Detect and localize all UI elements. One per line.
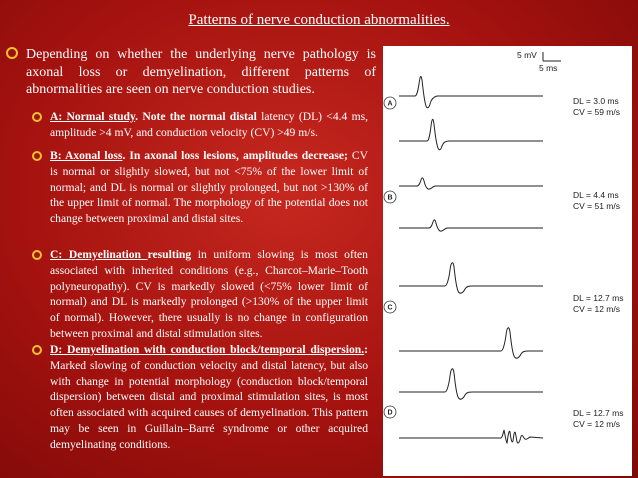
- scale-bar: [517, 50, 561, 73]
- item-bold-text: resulting: [147, 248, 192, 261]
- waveform-diagram: [383, 46, 632, 476]
- slide-title: Patterns of nerve conduction abnormalities.: [188, 12, 450, 28]
- nerve-conduction-figure: [383, 46, 632, 476]
- item-label: B: Axonal loss: [50, 149, 123, 162]
- panel-b-dl: DL = 4.4 ms: [573, 190, 619, 200]
- item-text: latency (DL) <4.4 ms, amplitude >4 mV, and conduction velocity (CV) >49 m/s.: [50, 110, 368, 139]
- panel-c: [384, 263, 623, 358]
- panel-c-letter: C: [387, 304, 393, 312]
- scale-mv-label: 5 mV: [517, 50, 537, 60]
- item-label: C: Demyelination: [50, 248, 148, 261]
- panel-b-letter: B: [387, 194, 393, 202]
- trace-c-proximal: [399, 328, 543, 358]
- trace-c-distal: [399, 263, 543, 293]
- trace-d-proximal: [399, 430, 543, 443]
- panel-a: [384, 77, 620, 150]
- trace-b-proximal: [399, 220, 543, 231]
- item-demyelination: [50, 247, 368, 342]
- trace-a-distal: [399, 77, 543, 108]
- item-axonal-loss: [50, 148, 368, 227]
- main-bullet-icon: [6, 47, 18, 59]
- item-bold-text: . In axonal loss lesions, amplitudes decrease;: [122, 149, 348, 162]
- panel-b-cv: CV = 51 m/s: [573, 201, 621, 211]
- trace-d-distal: [399, 369, 543, 399]
- item-text: Marked slowing of conduction velocity and distal latency, but also with change in potential morphology (conduction block/temporal dispersion) between distal and proximal stimulation sites, is most often associated with acquired causes of demyelination. This pattern may be seen in Guillain–Barré syndrome or other acquired demyelinating conditions.: [50, 358, 368, 451]
- panel-a-cv: CV = 59 m/s: [573, 107, 621, 117]
- panel-d-dl: DL = 12.7 ms: [573, 408, 624, 418]
- item-bold-text: :: [364, 343, 368, 356]
- panel-a-dl: DL = 3.0 ms: [573, 96, 619, 106]
- bullet-icon-d: [32, 345, 42, 355]
- bullet-icon-a: [32, 112, 42, 122]
- item-text: CV is normal or slightly slowed, but not <75% of the lower limit of normal; and DL is normal or slightly prolonged, but not >130% of the upper limit of normal. The morphology of the potential does not change between proximal and distal sites.: [50, 149, 368, 226]
- item-label: A: Normal study: [50, 110, 136, 123]
- trace-b-distal: [399, 178, 543, 189]
- item-normal-study: [50, 109, 368, 141]
- item-bold-text: . Note the normal distal: [135, 110, 257, 123]
- panel-a-letter: A: [387, 100, 393, 108]
- panel-c-dl: DL = 12.7 ms: [573, 293, 624, 303]
- panel-c-cv: CV = 12 m/s: [573, 304, 621, 314]
- bullet-icon-b: [32, 151, 42, 161]
- panel-d-letter: D: [387, 409, 393, 417]
- panel-d-cv: CV = 12 m/s: [573, 419, 621, 429]
- trace-a-proximal: [399, 119, 543, 149]
- item-text: in uniform slowing is most often associated with inherited conditions (e.g., Charcot–Marie–Tooth polyneuropathy). CV is markedly slowed (<75% lower limit of normal) and DL is markedly prolonged (>130% of the upper limit of normal). However, there usually is no change in configuration between proximal and distal stimulation sites.: [50, 248, 368, 340]
- intro-paragraph: Depending on whether the underlying nerve pathology is axonal loss or demyelination, different patterns of abnormalities are seen on nerve conduction studies.: [26, 47, 376, 97]
- item-demyelination-block: [50, 342, 368, 453]
- panel-b: [384, 178, 620, 231]
- panel-d: [384, 369, 623, 443]
- item-label: D: Demyelination with conduction block/temporal dispersion.: [50, 343, 365, 356]
- bullet-icon-c: [32, 250, 42, 260]
- scale-ms-label: 5 ms: [539, 63, 558, 73]
